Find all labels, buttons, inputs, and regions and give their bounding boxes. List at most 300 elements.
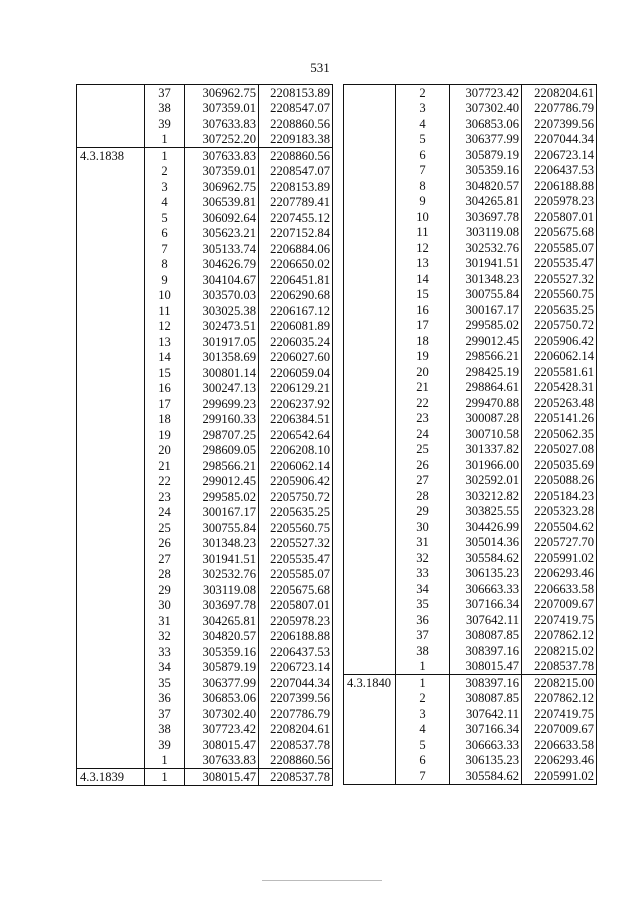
y-coordinate-cell: 2207862.12 (522, 628, 597, 644)
table-row (344, 535, 597, 551)
point-number-cell: 2 (396, 85, 450, 101)
table-row (77, 210, 333, 226)
x-coordinate-cell: 306962.75 (185, 85, 259, 101)
y-coordinate-cell: 2207786.79 (522, 101, 597, 117)
table-row (344, 194, 597, 210)
table-row (344, 333, 597, 349)
section-cell (77, 536, 145, 552)
point-number-cell: 21 (158, 458, 171, 473)
table-row (77, 474, 333, 490)
x-coordinate-cell: 298425.19 (450, 364, 522, 380)
table-row (77, 334, 333, 350)
point-number-cell: 25 (416, 442, 429, 457)
table-row (77, 567, 333, 583)
y-coordinate-cell: 2208860.56 (259, 753, 333, 769)
section-cell (77, 691, 145, 707)
x-coordinate-cell: 305133.74 (185, 241, 259, 257)
table-row (77, 737, 333, 753)
point-number-cell: 25 (158, 520, 171, 535)
section-cell (77, 582, 145, 598)
y-coordinate-cell: 2207009.67 (522, 597, 597, 613)
section-cell (77, 520, 145, 536)
table-row (77, 101, 333, 117)
point-number-cell: 18 (158, 412, 171, 427)
section-cell (344, 535, 396, 551)
section-cell (77, 241, 145, 257)
table-row (344, 722, 597, 738)
table-row (344, 737, 597, 753)
point-number-cell: 32 (416, 550, 429, 565)
section-cell (344, 706, 396, 722)
point-number-cell: 10 (416, 209, 429, 224)
table-row (77, 582, 333, 598)
point-number-cell: 17 (158, 396, 171, 411)
point-number-cell: 39 (158, 737, 171, 752)
section-cell (77, 722, 145, 738)
table-row (344, 691, 597, 707)
y-coordinate-cell: 2205062.35 (522, 426, 597, 442)
section-cell (77, 164, 145, 180)
y-coordinate-cell: 2207455.12 (259, 210, 333, 226)
x-coordinate-cell: 307633.83 (185, 753, 259, 769)
y-coordinate-cell: 2205428.31 (522, 380, 597, 396)
y-coordinate-cell: 2205035.69 (522, 457, 597, 473)
section-cell (344, 364, 396, 380)
point-number-cell: 15 (416, 287, 429, 302)
x-coordinate-cell: 303570.03 (185, 288, 259, 304)
table-row (77, 85, 333, 101)
x-coordinate-cell: 300167.17 (185, 505, 259, 521)
section-cell (344, 737, 396, 753)
table-row (344, 628, 597, 644)
y-coordinate-cell: 2205088.26 (522, 473, 597, 489)
x-coordinate-cell: 305359.16 (185, 644, 259, 660)
section-cell (77, 350, 145, 366)
x-coordinate-cell: 303119.08 (185, 582, 259, 598)
x-coordinate-cell: 305623.21 (185, 226, 259, 242)
point-number-cell: 28 (158, 567, 171, 582)
x-coordinate-cell: 304820.57 (185, 629, 259, 645)
section-cell (77, 101, 145, 117)
section-cell (344, 209, 396, 225)
y-coordinate-cell: 2208215.00 (522, 675, 597, 691)
point-number-cell: 6 (161, 226, 168, 241)
point-number-cell: 5 (419, 737, 426, 752)
section-cell (344, 643, 396, 659)
y-coordinate-cell: 2206723.14 (522, 147, 597, 163)
y-coordinate-cell: 2205635.25 (259, 505, 333, 521)
table-row (77, 458, 333, 474)
table-row (77, 629, 333, 645)
y-coordinate-cell: 2206237.92 (259, 396, 333, 412)
x-coordinate-cell: 299160.33 (185, 412, 259, 428)
point-number-cell: 1 (145, 148, 185, 164)
section-cell (77, 706, 145, 722)
x-coordinate-cell: 303697.78 (450, 209, 522, 225)
point-number-cell: 37 (158, 706, 171, 721)
y-coordinate-cell: 2207399.56 (259, 691, 333, 707)
section-cell (344, 768, 396, 784)
section-cell (77, 598, 145, 614)
section-cell (344, 333, 396, 349)
section-cell (344, 659, 396, 675)
x-coordinate-cell: 306663.33 (450, 581, 522, 597)
table-row (344, 116, 597, 132)
x-coordinate-cell: 300247.13 (185, 381, 259, 397)
section-cell (344, 318, 396, 334)
y-coordinate-cell: 2207789.41 (259, 195, 333, 211)
table-row (77, 303, 333, 319)
point-number-cell: 4 (161, 195, 168, 210)
point-number-cell: 20 (416, 364, 429, 379)
section-cell (344, 519, 396, 535)
x-coordinate-cell: 307642.11 (450, 612, 522, 628)
point-number-cell: 14 (158, 350, 171, 365)
point-number-cell: 16 (158, 381, 171, 396)
point-number-cell: 7 (396, 768, 450, 784)
y-coordinate-cell: 2206188.88 (259, 629, 333, 645)
section-cell (77, 660, 145, 676)
y-coordinate-cell: 2207419.75 (522, 706, 597, 722)
y-coordinate-cell: 2206293.46 (522, 566, 597, 582)
y-coordinate-cell: 2208537.78 (259, 769, 333, 786)
y-coordinate-cell: 2205991.02 (522, 768, 597, 784)
table-row (344, 101, 597, 117)
section-cell (344, 147, 396, 163)
section-cell (77, 381, 145, 397)
table-row (77, 536, 333, 552)
table-row (344, 473, 597, 489)
point-number-cell: 15 (158, 365, 171, 380)
point-number-cell: 11 (416, 225, 429, 240)
section-cell (344, 132, 396, 148)
table-row (77, 319, 333, 335)
section-cell (344, 550, 396, 566)
point-number-cell: 33 (158, 644, 171, 659)
table-row (344, 364, 597, 380)
point-number-cell: 34 (416, 581, 429, 596)
x-coordinate-cell: 301917.05 (185, 334, 259, 350)
point-number-cell: 23 (416, 411, 429, 426)
section-cell (77, 505, 145, 521)
x-coordinate-cell: 303825.55 (450, 504, 522, 520)
x-coordinate-cell: 301337.82 (450, 442, 522, 458)
y-coordinate-cell: 2206062.14 (522, 349, 597, 365)
section-cell (77, 427, 145, 443)
table-row (344, 256, 597, 272)
point-number-cell: 14 (416, 271, 429, 286)
point-number-cell: 26 (416, 457, 429, 472)
x-coordinate-cell: 303697.78 (185, 598, 259, 614)
y-coordinate-cell: 2206167.12 (259, 303, 333, 319)
point-number-cell: 1 (419, 659, 426, 674)
table-row (77, 551, 333, 567)
x-coordinate-cell: 306853.06 (185, 691, 259, 707)
x-coordinate-cell: 300167.17 (450, 302, 522, 318)
y-coordinate-cell: 2208215.02 (522, 643, 597, 659)
point-number-cell: 29 (416, 504, 429, 519)
x-coordinate-cell: 299012.45 (185, 474, 259, 490)
section-cell: 4.3.1839 (77, 769, 145, 786)
x-coordinate-cell: 307302.40 (450, 101, 522, 117)
point-number-cell: 2 (419, 691, 426, 706)
table-row (344, 659, 597, 675)
section-cell (77, 753, 145, 769)
table-row (344, 225, 597, 241)
table-row (344, 395, 597, 411)
point-number-cell: 38 (416, 643, 429, 658)
section-cell: 4.3.1840 (344, 675, 396, 691)
point-number-cell: 1 (396, 675, 450, 691)
section-cell (344, 426, 396, 442)
y-coordinate-cell: 2206188.88 (522, 178, 597, 194)
y-coordinate-cell: 2208204.61 (259, 722, 333, 738)
y-coordinate-cell: 2208537.78 (522, 659, 597, 675)
y-coordinate-cell: 2205184.23 (522, 488, 597, 504)
y-coordinate-cell: 2208860.56 (259, 148, 333, 164)
y-coordinate-cell: 2207152.84 (259, 226, 333, 242)
y-coordinate-cell: 2205807.01 (259, 598, 333, 614)
point-number-cell: 1 (145, 769, 185, 786)
table-row (344, 457, 597, 473)
point-number-cell: 12 (416, 240, 429, 255)
y-coordinate-cell: 2205635.25 (522, 302, 597, 318)
x-coordinate-cell: 301348.23 (185, 536, 259, 552)
point-number-cell: 36 (416, 612, 429, 627)
x-coordinate-cell: 303212.82 (450, 488, 522, 504)
section-cell (344, 566, 396, 582)
section-cell (344, 271, 396, 287)
y-coordinate-cell: 2208537.78 (259, 737, 333, 753)
x-coordinate-cell: 307166.34 (450, 722, 522, 738)
x-coordinate-cell: 305879.19 (185, 660, 259, 676)
x-coordinate-cell: 307642.11 (450, 706, 522, 722)
x-coordinate-cell: 307633.83 (185, 148, 259, 164)
section-cell (77, 132, 145, 148)
y-coordinate-cell: 2206437.53 (522, 163, 597, 179)
section-cell (344, 116, 396, 132)
section-cell (77, 303, 145, 319)
section-cell (344, 395, 396, 411)
section-cell (77, 443, 145, 459)
y-coordinate-cell: 2205323.28 (522, 504, 597, 520)
section-cell (77, 412, 145, 428)
point-number-cell: 24 (158, 505, 171, 520)
y-coordinate-cell: 2206633.58 (522, 737, 597, 753)
y-coordinate-cell: 2206650.02 (259, 257, 333, 273)
section-cell (344, 380, 396, 396)
point-number-cell: 30 (158, 598, 171, 613)
point-number-cell: 7 (419, 163, 426, 178)
y-coordinate-cell: 2208547.07 (259, 164, 333, 180)
section-cell (77, 334, 145, 350)
table-row (77, 427, 333, 443)
table-row (344, 411, 597, 427)
y-coordinate-cell: 2205585.07 (522, 240, 597, 256)
point-number-cell: 38 (158, 722, 171, 737)
section-cell (344, 612, 396, 628)
table-row (77, 520, 333, 536)
table-row (344, 768, 597, 784)
point-number-cell: 28 (416, 488, 429, 503)
table-row (77, 272, 333, 288)
table-row (344, 271, 597, 287)
section-cell (344, 488, 396, 504)
point-number-cell: 5 (419, 132, 426, 147)
table-row (344, 706, 597, 722)
table-row (77, 660, 333, 676)
section-cell (77, 195, 145, 211)
x-coordinate-cell: 305584.62 (450, 550, 522, 566)
section-cell (77, 551, 145, 567)
section-cell (77, 458, 145, 474)
x-coordinate-cell: 304820.57 (450, 178, 522, 194)
point-number-cell: 22 (158, 474, 171, 489)
section-cell (77, 272, 145, 288)
table-row (344, 318, 597, 334)
y-coordinate-cell: 2205585.07 (259, 567, 333, 583)
x-coordinate-cell: 307166.34 (450, 597, 522, 613)
table-row (344, 426, 597, 442)
y-coordinate-cell: 2206437.53 (259, 644, 333, 660)
table-row (344, 675, 597, 691)
point-number-cell: 32 (158, 629, 171, 644)
point-number-cell: 19 (416, 349, 429, 364)
x-coordinate-cell: 306135.23 (450, 566, 522, 582)
point-number-cell: 9 (419, 194, 426, 209)
table-row (77, 350, 333, 366)
x-coordinate-cell: 307633.83 (185, 116, 259, 132)
x-coordinate-cell: 304265.81 (185, 613, 259, 629)
x-coordinate-cell: 298609.05 (185, 443, 259, 459)
y-coordinate-cell: 2207044.34 (522, 132, 597, 148)
x-coordinate-cell: 308087.85 (450, 628, 522, 644)
x-coordinate-cell: 298707.25 (185, 427, 259, 443)
y-coordinate-cell: 2206542.64 (259, 427, 333, 443)
section-cell (77, 210, 145, 226)
point-number-cell: 6 (419, 753, 426, 768)
table-row (77, 179, 333, 195)
y-coordinate-cell: 2205560.75 (522, 287, 597, 303)
x-coordinate-cell: 308087.85 (450, 691, 522, 707)
section-cell (77, 644, 145, 660)
x-coordinate-cell: 302473.51 (185, 319, 259, 335)
table-row (77, 613, 333, 629)
y-coordinate-cell: 2207419.75 (522, 612, 597, 628)
table-row (77, 257, 333, 273)
table-row (344, 519, 597, 535)
table-row (77, 769, 333, 786)
x-coordinate-cell: 299585.02 (185, 489, 259, 505)
point-number-cell: 9 (161, 272, 168, 287)
x-coordinate-cell: 304104.67 (185, 272, 259, 288)
y-coordinate-cell: 2205141.26 (522, 411, 597, 427)
section-cell (344, 411, 396, 427)
table-row (344, 612, 597, 628)
y-coordinate-cell: 2205978.23 (259, 613, 333, 629)
point-number-cell: 37 (145, 85, 185, 101)
section-cell (77, 257, 145, 273)
section-cell (344, 581, 396, 597)
table-row (77, 195, 333, 211)
x-coordinate-cell: 306663.33 (450, 737, 522, 753)
section-cell (344, 287, 396, 303)
point-number-cell: 20 (158, 443, 171, 458)
y-coordinate-cell: 2205581.61 (522, 364, 597, 380)
point-number-cell: 21 (416, 380, 429, 395)
x-coordinate-cell: 301358.69 (185, 350, 259, 366)
x-coordinate-cell: 305584.62 (450, 768, 522, 784)
point-number-cell: 35 (158, 675, 171, 690)
point-number-cell: 27 (416, 473, 429, 488)
section-cell (77, 675, 145, 691)
table-row (77, 644, 333, 660)
x-coordinate-cell: 300755.84 (450, 287, 522, 303)
point-number-cell: 16 (416, 302, 429, 317)
table-row (77, 164, 333, 180)
x-coordinate-cell: 298566.21 (450, 349, 522, 365)
point-number-cell: 17 (416, 318, 429, 333)
point-number-cell: 3 (419, 706, 426, 721)
x-coordinate-cell: 301348.23 (450, 271, 522, 287)
point-number-cell: 36 (158, 691, 171, 706)
section-cell (344, 442, 396, 458)
section-cell (77, 116, 145, 132)
section-cell (77, 489, 145, 505)
x-coordinate-cell: 307723.42 (450, 85, 522, 101)
point-number-cell: 39 (158, 116, 171, 131)
point-number-cell: 8 (419, 178, 426, 193)
section-cell (344, 504, 396, 520)
y-coordinate-cell: 2206633.58 (522, 581, 597, 597)
y-coordinate-cell: 2205991.02 (522, 550, 597, 566)
y-coordinate-cell: 2205675.68 (522, 225, 597, 241)
y-coordinate-cell: 2205560.75 (259, 520, 333, 536)
x-coordinate-cell: 300801.14 (185, 365, 259, 381)
table-row (344, 209, 597, 225)
section-cell (344, 101, 396, 117)
point-number-cell: 11 (158, 303, 171, 318)
point-number-cell: 4 (419, 722, 426, 737)
point-number-cell: 7 (161, 241, 168, 256)
section-cell (344, 178, 396, 194)
y-coordinate-cell: 2208153.89 (259, 179, 333, 195)
table-row (77, 505, 333, 521)
table-row (77, 753, 333, 769)
table-row (344, 488, 597, 504)
x-coordinate-cell: 299470.88 (450, 395, 522, 411)
x-coordinate-cell: 306962.75 (185, 179, 259, 195)
section-cell (344, 473, 396, 489)
point-number-cell: 34 (158, 660, 171, 675)
section-cell (77, 179, 145, 195)
y-coordinate-cell: 2205535.47 (259, 551, 333, 567)
point-number-cell: 33 (416, 566, 429, 581)
point-number-cell: 1 (161, 132, 168, 147)
table-row (77, 412, 333, 428)
table-row (344, 504, 597, 520)
x-coordinate-cell: 300755.84 (185, 520, 259, 536)
x-coordinate-cell: 302592.01 (450, 473, 522, 489)
x-coordinate-cell: 301941.51 (185, 551, 259, 567)
x-coordinate-cell: 306092.64 (185, 210, 259, 226)
y-coordinate-cell: 2205027.08 (522, 442, 597, 458)
y-coordinate-cell: 2207786.79 (259, 706, 333, 722)
section-cell (344, 457, 396, 473)
x-coordinate-cell: 307359.01 (185, 164, 259, 180)
x-coordinate-cell: 304265.81 (450, 194, 522, 210)
section-cell (344, 722, 396, 738)
